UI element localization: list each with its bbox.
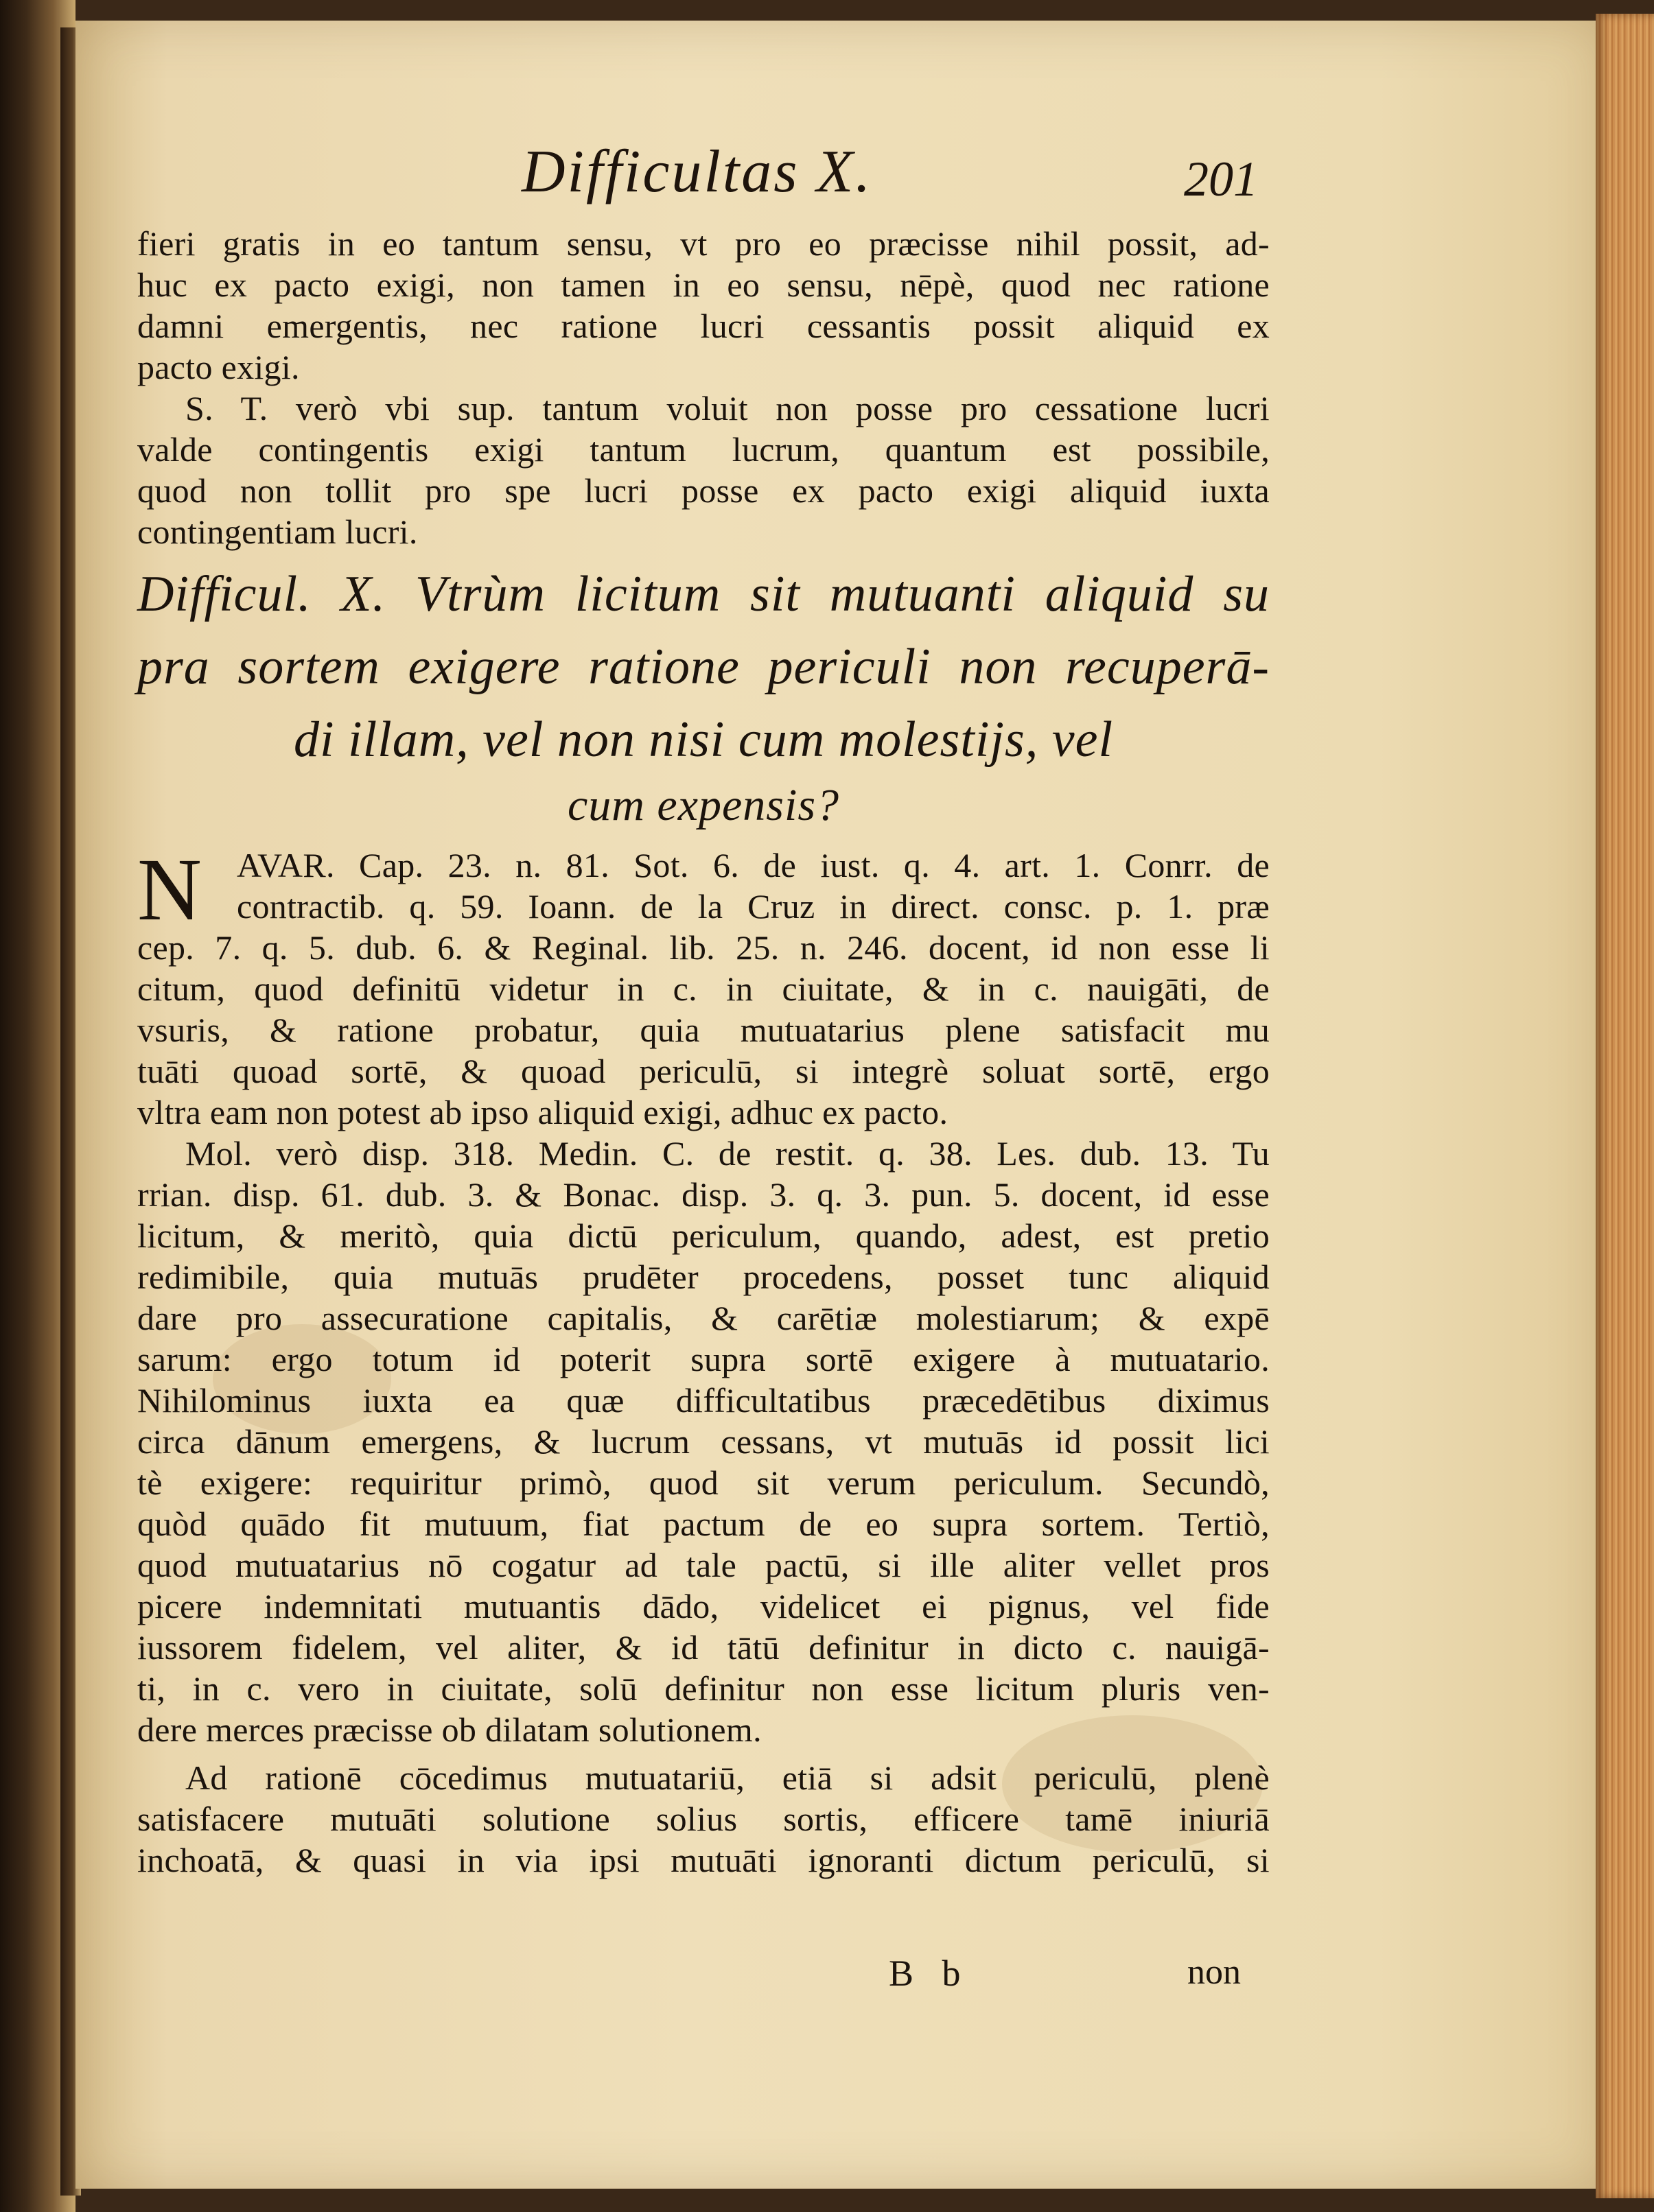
ad-rationem-paragraph [137,1757,1270,1881]
navar-paragraph [137,840,1270,1133]
text-line: redimibile, quia mutuās prudēter procedens, posset tunc aliquid [137,1258,1270,1296]
text-line: circa dānum emergens, & lucrum cessans, vt mutuās id possit lici [137,1422,1270,1461]
text-line: pacto exigi. [137,348,300,386]
text-line: vltra eam non potest ab ipso aliquid exigi, adhuc ex pacto. [137,1093,948,1131]
text-line: dare pro assecuratione capitalis, & carētiæ molestiarum; & expē [137,1299,1270,1337]
text-line: vsuris, & ratione probatur, quia mutuatarius plene satisfacit mu [137,1011,1270,1049]
text-line: S. T. verò vbi sup. tantum voluit non posse pro cessatione lucri [185,389,1270,427]
text-line: sarum: ergo totum id poterit supra sortē exigere à mutuatario. [137,1340,1270,1378]
text-line: dere merces præcisse ob dilatam solutionem. [137,1710,762,1749]
text-line: citum, quod definitū videtur in c. in ciuitate, & in c. nauigāti, de [137,969,1270,1008]
text-line: quòd quādo fit mutuum, fiat pactum de eo supra sortem. Tertiò, [137,1505,1270,1543]
text-line: ti, in c. vero in ciuitate, solū definitur non esse licitum pluris ven- [137,1669,1270,1708]
text-line: fieri gratis in eo tantum sensu, vt pro eo præcisse nihil possit, ad- [137,224,1270,263]
running-head: Difficultas X. [522,139,873,205]
main-text [137,223,1270,1881]
text-line: rrian. disp. 61. dub. 3. & Bonac. disp. 3. q. 3. pun. 5. docent, id esse [137,1175,1270,1214]
text-line: quod non tollit pro spe lucri posse ex pacto exigi aliquid iuxta [137,471,1270,510]
drop-capital: N [137,840,202,939]
text-line: satisfacere mutuāti solutione solius sortis, efficere tamē iniuriā [137,1800,1270,1838]
text-line: contingentiam lucri. [137,513,418,551]
catchword: non [1187,1953,1241,1992]
page-number: 201 [1184,152,1258,207]
text-line: cep. 7. q. 5. dub. 6. & Reginal. lib. 25. n. 246. docent, id non esse li [137,928,1270,967]
text-line: picere indemnitati mutuantis dādo, videlicet ei pignus, vel fide [137,1587,1270,1625]
text-line: iussorem fidelem, vel aliter, & id tātū definitur in dicto c. nauigā- [137,1628,1270,1667]
text-line: contractib. q. 59. Ioann. de la Cruz in direct. consc. p. 1. præ [237,887,1270,926]
heading-line: di illam, vel non nisi cum molestijs, vel [294,711,1113,768]
text-line: huc ex pacto exigi, non tamen in eo sensu, nēpè, quod nec ratione [137,266,1270,304]
text-line: Nihilominus iuxta ea quæ difficultatibus præcedētibus diximus [137,1381,1270,1420]
text-line: Mol. verò disp. 318. Medin. C. de restit. q. 38. Les. dub. 13. Tu [185,1134,1270,1173]
signature-mark: B b [889,1953,970,1994]
heading-line: cum expensis? [567,780,840,830]
mol-paragraph [137,1133,1270,1750]
page-fore-edge [1596,14,1654,2198]
text-line: damni emergentis, nec ratione lucri cessantis possit aliquid ex [137,307,1270,345]
text-line: AVAR. Cap. 23. n. 81. Sot. 6. de iust. q. 4. art. 1. Conrr. de [237,846,1270,884]
intro-paragraph [137,223,1270,388]
heading-line: Difficul. X. Vtrùm licitum sit mutuanti aliquid su [137,566,1270,622]
section-heading [137,558,1270,835]
st-paragraph [137,388,1270,552]
text-line: tuāti quoad sortē, & quoad periculū, si integrè soluat sortē, ergo [137,1052,1270,1090]
text-line: valde contingentis exigi tantum lucrum, quantum est possibile, [137,430,1270,469]
text-line: inchoatā, & quasi in via ipsi mutuāti ignoranti dictum periculū, si [137,1841,1270,1879]
text-line: quod mutuatarius nō cogatur ad tale pactū, si ille aliter vellet pros [137,1546,1270,1584]
text-line: tè exigere: requiritur primò, quod sit verum periculum. Secundò, [137,1463,1270,1502]
text-line: Ad rationē cōcedimus mutuatariū, etiā si adsit periculū, plenè [185,1758,1270,1797]
text-line: licitum, & meritò, quia dictū periculum, quando, adest, est pretio [137,1216,1270,1255]
heading-line: pra sortem exigere ratione periculi non recuperā- [137,639,1270,695]
